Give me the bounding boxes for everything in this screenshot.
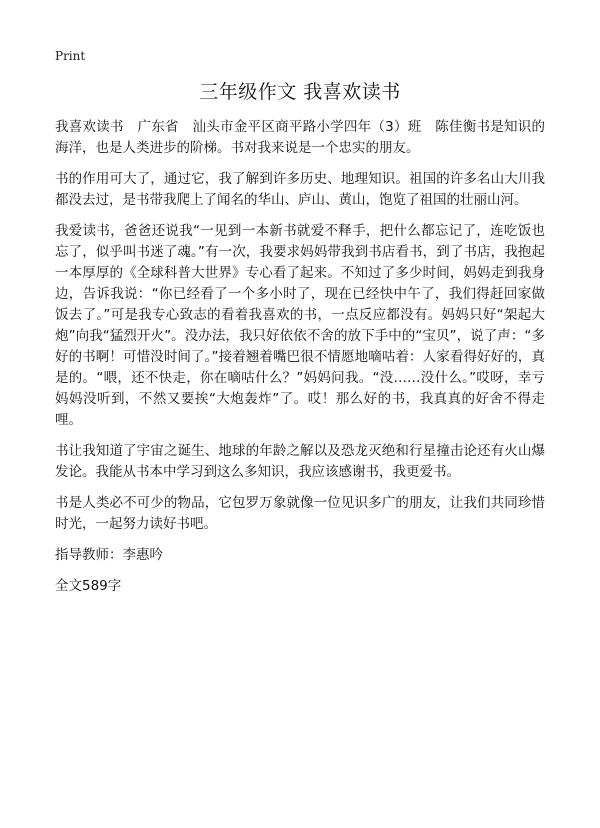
paragraph-knowledge: 书让我知道了宇宙之诞生、地球的年龄之解以及恐龙灭绝和行星撞击论还有火山爆发论。我能从书本中学习到这么多知识，我应该感谢书，我更爱书。	[55, 443, 545, 480]
paragraph-conclusion: 书是人类必不可少的物品，它包罗万象就像一位见识多广的朋友，让我们共同珍惜时光，一起努力读好书吧。	[55, 495, 545, 532]
paragraph-book-usefulness: 书的作用可大了，通过它，我了解到许多历史、地理知识。祖国的许多名山大川我都没去过，是书带我爬上了闻名的华山、庐山、黄山，饱览了祖国的壮丽山河。	[55, 171, 545, 208]
paragraph-intro: 我喜欢读书 广东省 汕头市金平区商平路小学四年（3）班 陈佳衡书是知识的海洋，也是人类进步的阶梯。书对我来说是一个忠实的朋友。	[55, 119, 545, 156]
article-body	[55, 117, 545, 597]
word-count: 全文589字	[55, 578, 122, 594]
page-title: 三年级作文 我喜欢读书	[199, 81, 401, 103]
teacher-credit: 指导教师：李惠吟	[55, 547, 163, 563]
paragraph-bookstore-story: 我爱读书，爸爸还说我“一见到一本新书就爱不释手，把什么都忘记了，连吃饭也忘了，似乎叫书迷了魂。”有一次，我要求妈妈带我到书店看书，到了书店，我抱起一本厚厚的《全球科普大世界》专心看了起来。不知过了多少时间，妈妈走到我身边，告诉我说：“你已经看了一个多小时了，现在已经快中午了，我们得赶回家做饭去了。”可是我专心致志的看着我喜欢的书，一点反应都没有。妈妈只好“架起大炮”向我“猛烈开火”。没办法，我只好依依不舍的放下手中的“宝贝”，说了声：“多好的书啊！可惜没时间了。”接着翘着嘴巴很不情愿地嘀咕着：人家看得好好的，真是的。“喂，还不快走，你在嘀咕什么？”妈妈问我。“没……没什么。”哎呀，幸亏妈妈没听到，不然又要挨“大炮轰炸”了。哎！那么好的书，我真真的好舍不得走哩。	[55, 223, 545, 428]
print-link[interactable]: Print	[55, 49, 86, 63]
